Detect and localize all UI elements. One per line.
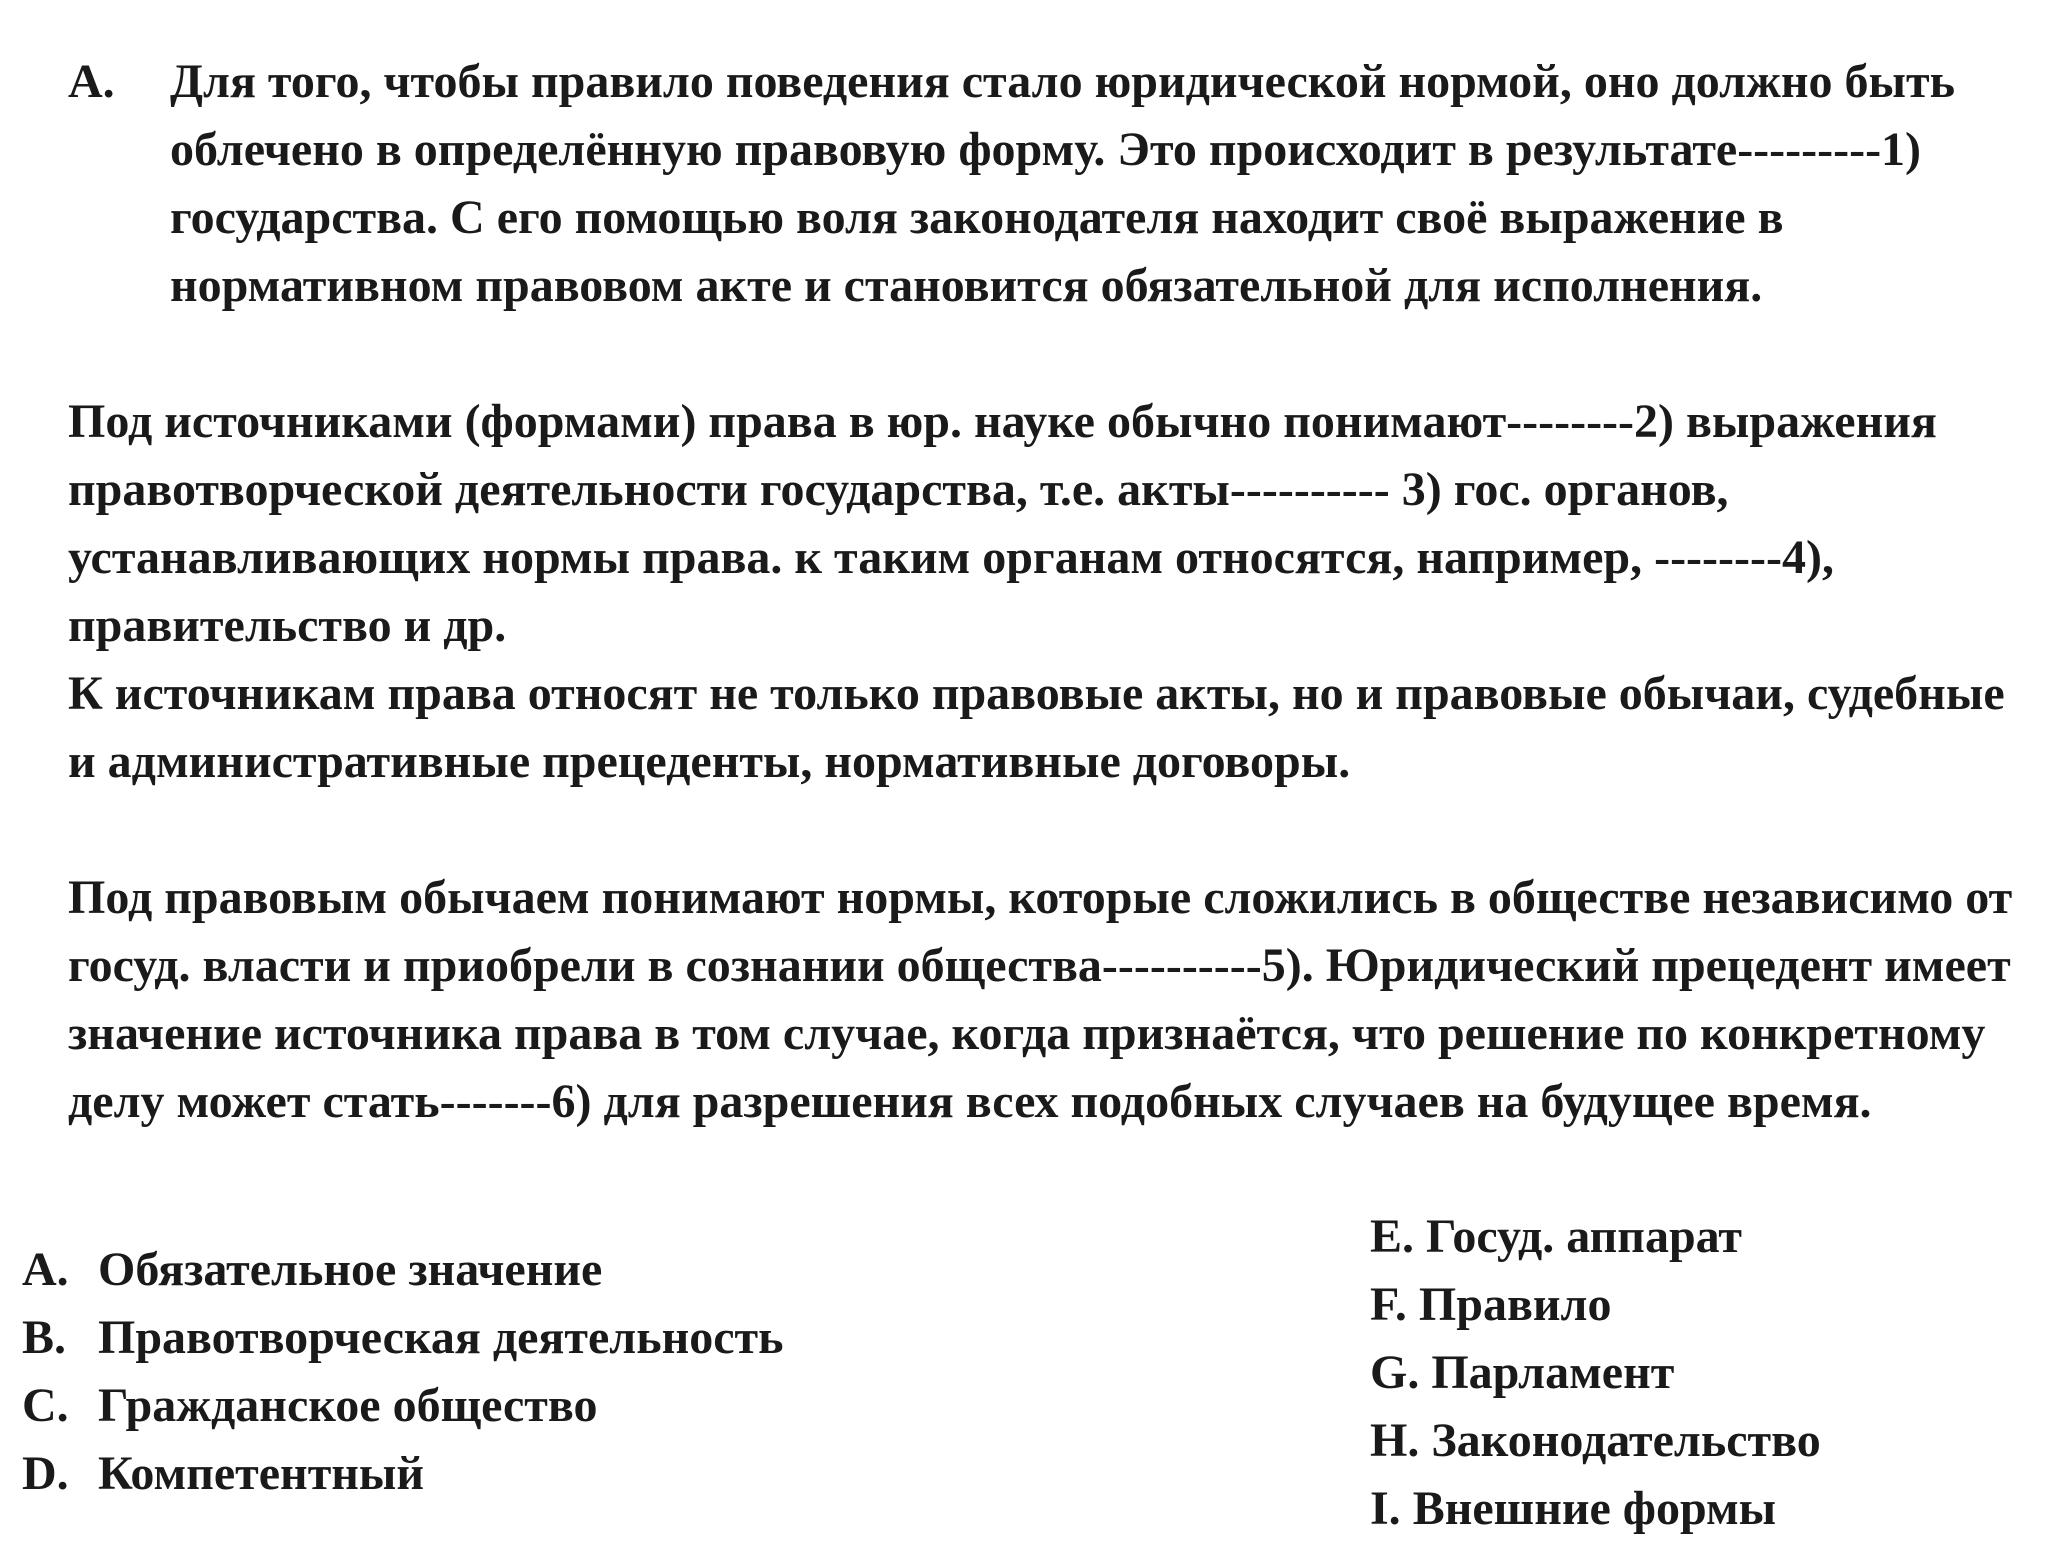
option-text: Внешние формы — [1412, 1482, 1777, 1535]
option-letter: H. — [1370, 1414, 1420, 1467]
option-text: Гражданское общество — [98, 1379, 598, 1432]
item-a-text: Для того, чтобы правило поведения стало юридической нормой, оно должно быть облечено в определённую правовую форму. Это происходит в результате---------1) государства. С его помощью воля законодателя находит своё выражение в нормативном правовом акте и становится обязательной для исполнения. — [170, 55, 1955, 312]
paragraph-sources: Под источниками (формами) права в юр. науке обычно понимают--------2) выражения правотворческой деятельности государства, т.е. акты---------- 3) гос. органов, устанавливающих нормы права. к таким органам относятся, например, --------4), правительство и др. — [68, 395, 1937, 652]
option-text: Обязательное значение — [98, 1243, 603, 1296]
options-left — [22, 1236, 784, 1508]
option-text: Компетентный — [98, 1447, 425, 1500]
list-item-a — [68, 48, 2008, 320]
option-letter: D. — [22, 1447, 69, 1500]
option-letter: E. — [1370, 1210, 1415, 1263]
option-item — [1370, 1339, 1821, 1407]
paragraph-kinds: К источникам права относят не только правовые акты, но и правовые обычаи, судебные и административные прецеденты, нормативные договоры. — [68, 667, 2005, 788]
option-text: Законодательство — [1431, 1414, 1821, 1467]
option-letter: A. — [22, 1243, 69, 1296]
option-text: Правило — [1418, 1278, 1612, 1331]
option-item — [22, 1440, 784, 1508]
option-letter: F. — [1370, 1278, 1407, 1331]
option-item — [1370, 1271, 1821, 1339]
option-letter: B. — [22, 1311, 67, 1364]
option-text: Парламент — [1431, 1346, 1675, 1399]
options-right — [1370, 1203, 1821, 1543]
option-item — [1370, 1407, 1821, 1475]
option-letter: C. — [22, 1379, 69, 1432]
option-item — [22, 1304, 784, 1372]
option-item — [22, 1236, 784, 1304]
option-letter: I. — [1370, 1482, 1401, 1535]
option-item — [1370, 1203, 1821, 1271]
option-text: Правотворческая деятельность — [98, 1311, 784, 1364]
paragraph-custom-precedent: Под правовым обычаем понимают нормы, которые сложились в обществе независимо от госуд. власти и приобрели в сознании общества----------5). Юридический прецедент имеет значение источника права в том случае, когда признаётся, что решение по конкретному делу может стать-------6) для разрешения всех подобных случаев на будущее время. — [68, 871, 2013, 1128]
option-item — [22, 1372, 784, 1440]
option-item — [1370, 1475, 1821, 1543]
option-letter: G. — [1370, 1346, 1420, 1399]
option-text: Госуд. аппарат — [1426, 1210, 1742, 1263]
list-marker: A. — [68, 55, 115, 108]
